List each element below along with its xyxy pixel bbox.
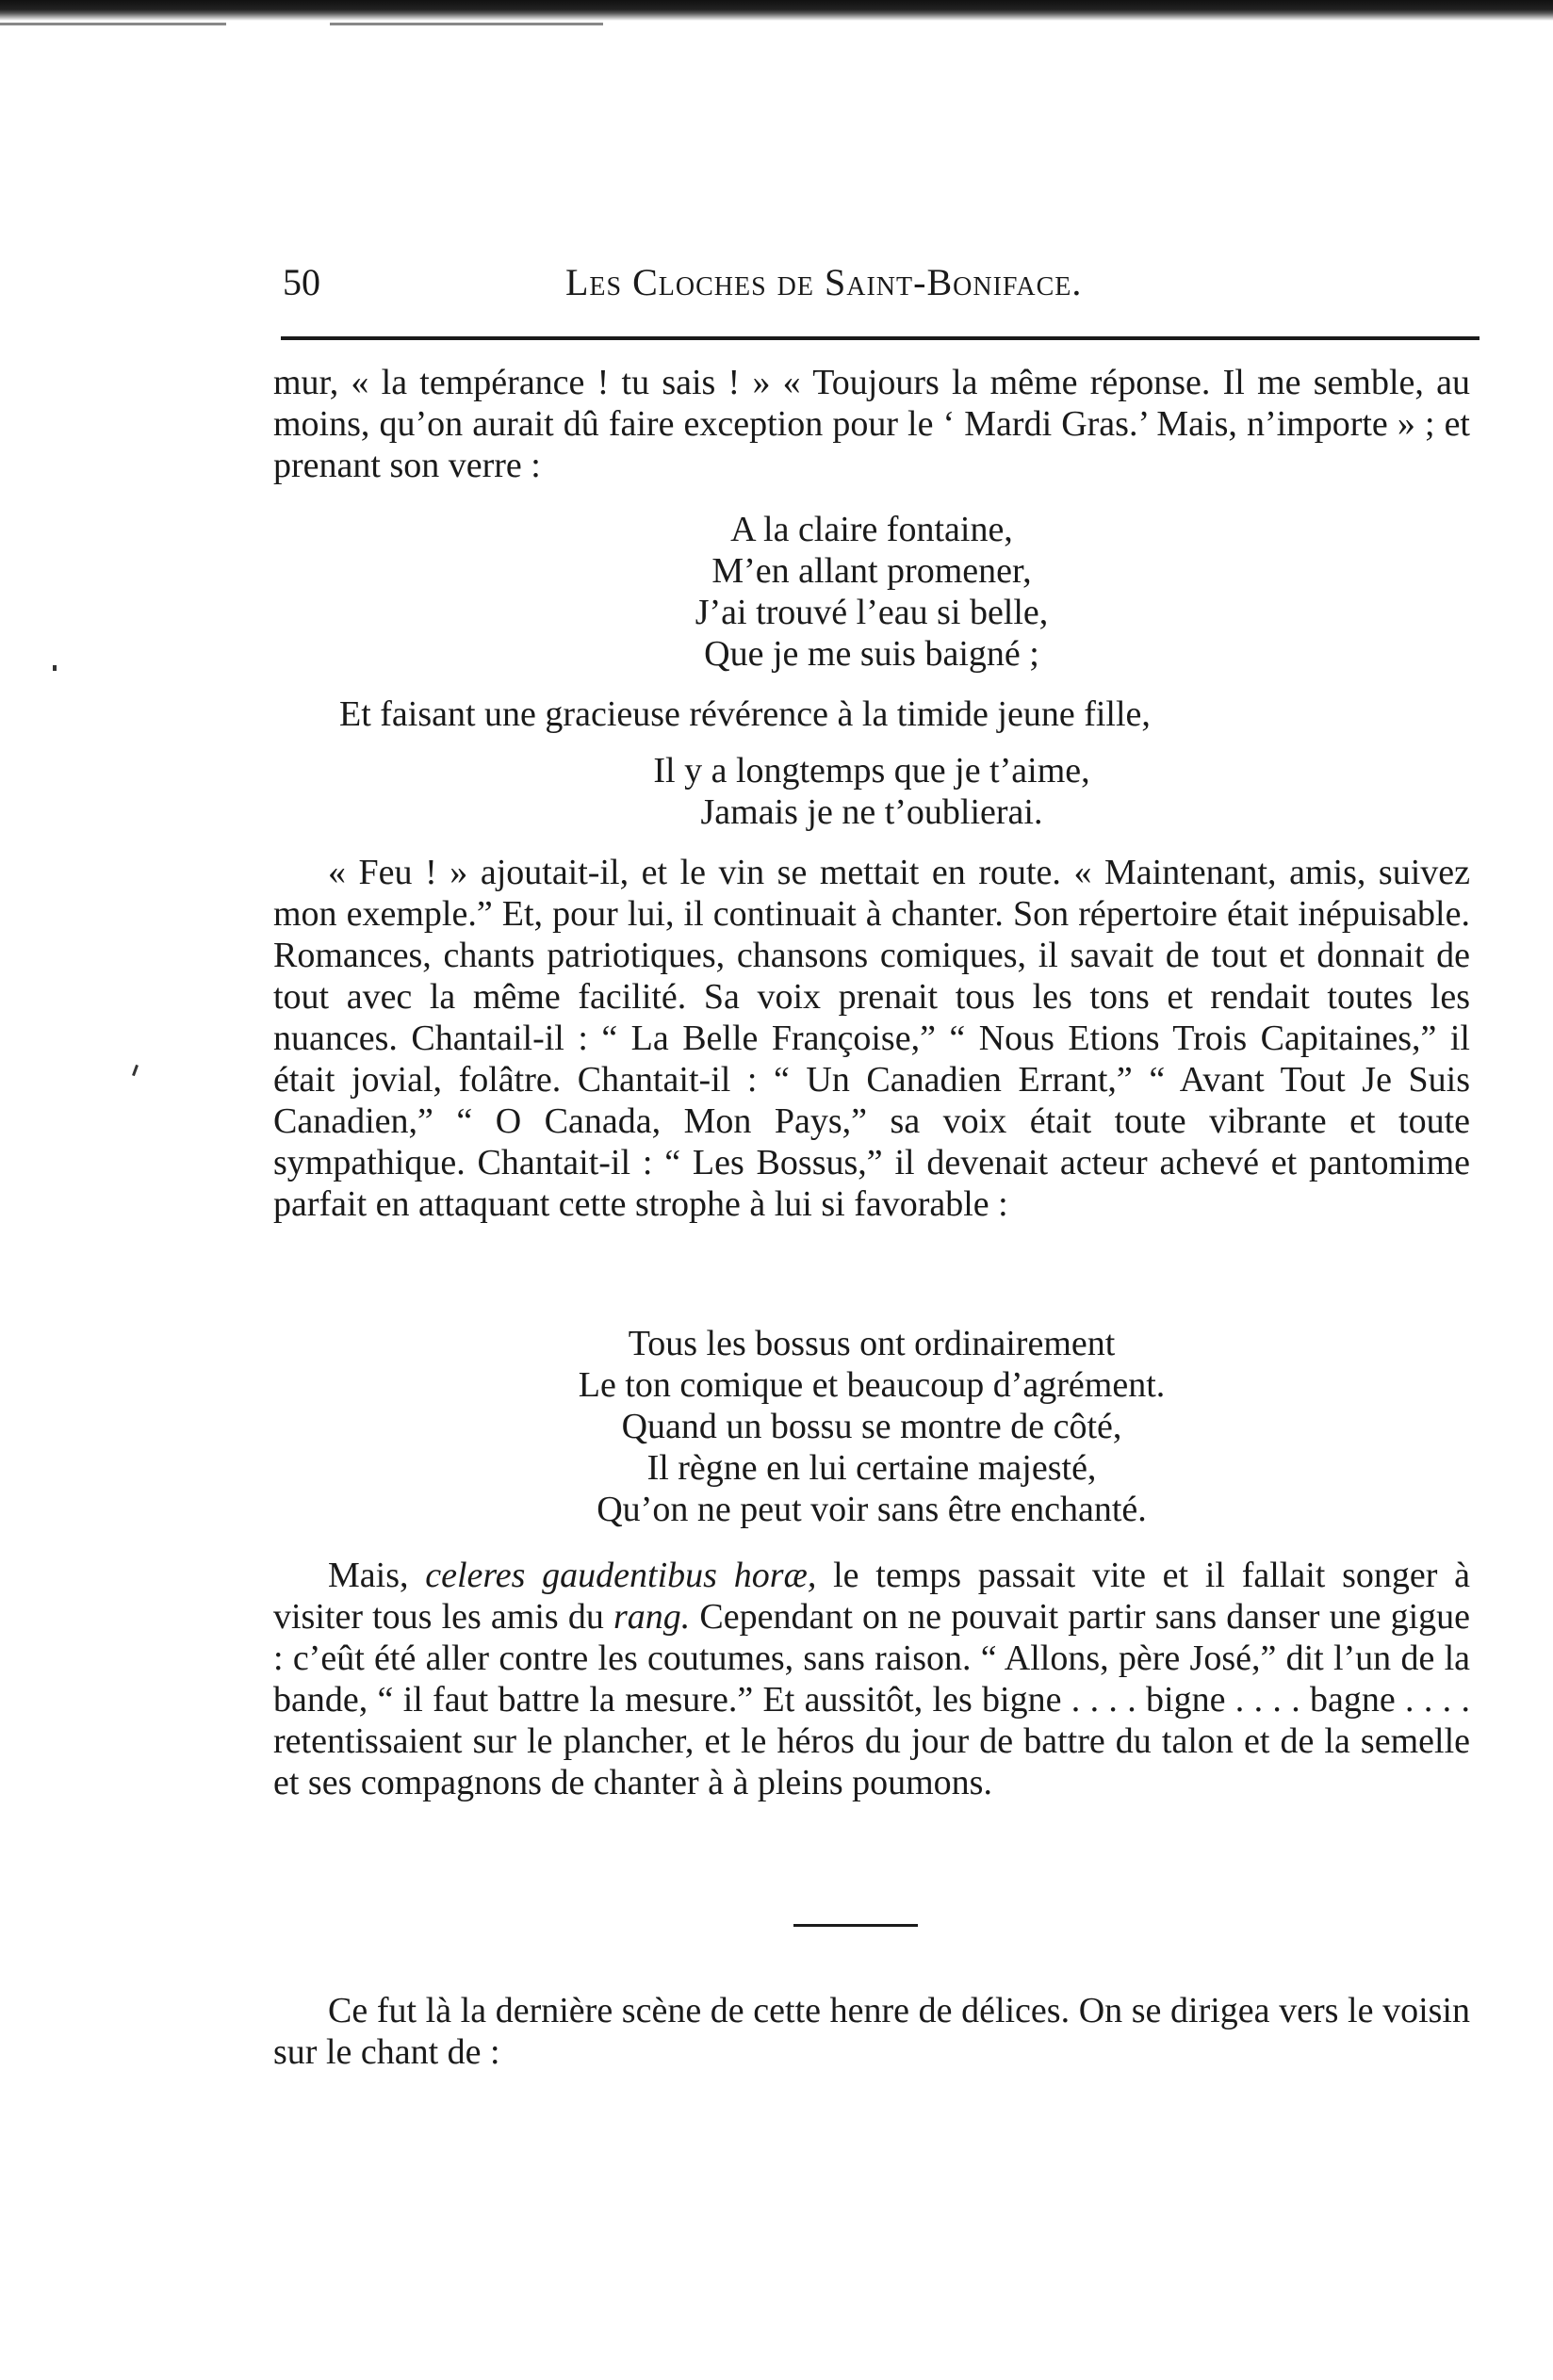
verse-line: M’en allant promener, bbox=[711, 551, 1032, 591]
paragraph-3 bbox=[273, 852, 1470, 1225]
paragraph-2 bbox=[273, 693, 1470, 735]
verse-line: Jamais je ne t’oublierai. bbox=[700, 792, 1043, 832]
paragraph-5 bbox=[273, 1990, 1470, 2073]
verse-line: Quand un bossu se montre de côté, bbox=[621, 1407, 1122, 1446]
verse-line: J’ai trouvé l’eau si belle, bbox=[695, 593, 1049, 632]
paragraph-text: Ce fut là la dernière scène de cette henre de délices. On se dirigea vers le voisin sur le chant de : bbox=[273, 1991, 1470, 2072]
scan-speck bbox=[132, 1065, 139, 1076]
page-number: 50 bbox=[283, 261, 320, 303]
verse-line: Tous les bossus ont ordinairement bbox=[628, 1324, 1116, 1363]
paragraph-4 bbox=[273, 1555, 1470, 1803]
paragraph-text: Et faisant une gracieuse révérence à la timide jeune fille, bbox=[339, 694, 1151, 734]
verse-line: Le ton comique et beaucoup d’agrément. bbox=[578, 1365, 1166, 1405]
scan-speck bbox=[0, 23, 226, 25]
paragraph-text bbox=[273, 1555, 1470, 1803]
latin-quote: celeres gaudentibus horæ, bbox=[425, 1556, 817, 1595]
text-run: le temps passait vite et il fallait songer à visiter tous les amis du bbox=[273, 1556, 1470, 1637]
verse-bossus bbox=[273, 1323, 1470, 1530]
verse-claire-fontaine bbox=[273, 509, 1470, 675]
verse-line: A la claire fontaine, bbox=[730, 510, 1013, 549]
text-run: Mais, bbox=[328, 1556, 426, 1595]
verse-line: Qu’on ne peut voir sans être enchanté. bbox=[597, 1490, 1147, 1529]
verse-longtemps bbox=[273, 750, 1470, 833]
verse-line: Que je me suis baigné ; bbox=[704, 634, 1039, 674]
italic-word: rang. bbox=[613, 1597, 691, 1637]
verse-line: Il règne en lui certaine majesté, bbox=[646, 1448, 1097, 1488]
page-header bbox=[283, 254, 1479, 311]
header-rule bbox=[281, 336, 1479, 340]
scan-speck bbox=[53, 665, 57, 671]
text-run: Cependant on ne pouvait partir sans danser une gigue : c’eût été aller contre les coutumes, sans raison. “ Allons, père José,” dit l’un de la bande, “ il faut battre la mesure.” Et aussitôt, les bigne . . . . bigne . . . . bagne . . . . retentissaient sur le plancher, et le héros du jour de battre du talon et de la semelle et ses compagnons de chanter à à pleins poumons. bbox=[273, 1597, 1470, 1802]
paragraph-text: mur, « la tempérance ! tu sais ! » « Toujours la même réponse. Il me semble, au moins, qu’on aurait dû faire exception pour le ‘ Mardi Gras.’ Mais, n’importe » ; et prenant son verre : bbox=[273, 363, 1470, 485]
paragraph-1 bbox=[273, 362, 1470, 486]
paragraph-text: « Feu ! » ajoutait-il, et le vin se mettait en route. « Maintenant, amis, suivez mon exemple.” Et, pour lui, il continuait à chanter. Son répertoire était inépuisable. Romances, chants patriotiques, chansons comiques, il savait de tout et donnait de tout avec la même facilité. Sa voix prenait tous les tons et rendait toutes les nuances. Chantail-il : “ La Belle Françoise,” “ Nous Etions Trois Capitaines,” il était jovial, folâtre. Chantait-il : “ Un Canadien Errant,” “ Avant Tout Je Suis Canadien,” “ O Canada, Mon Pays,” sa voix était toute vibrante et toute sympathique. Chantait-il : “ Les Bossus,” il devenait acteur achevé et pantomime parfait en attaquant cette strophe à lui si favorable : bbox=[273, 853, 1470, 1224]
verse-line: Il y a longtemps que je t’aime, bbox=[653, 751, 1090, 791]
running-title: Les Cloches de Saint-Boniface. bbox=[565, 261, 1083, 303]
scan-speck bbox=[330, 23, 603, 25]
scan-top-edge bbox=[0, 0, 1553, 21]
section-divider bbox=[793, 1924, 918, 1927]
